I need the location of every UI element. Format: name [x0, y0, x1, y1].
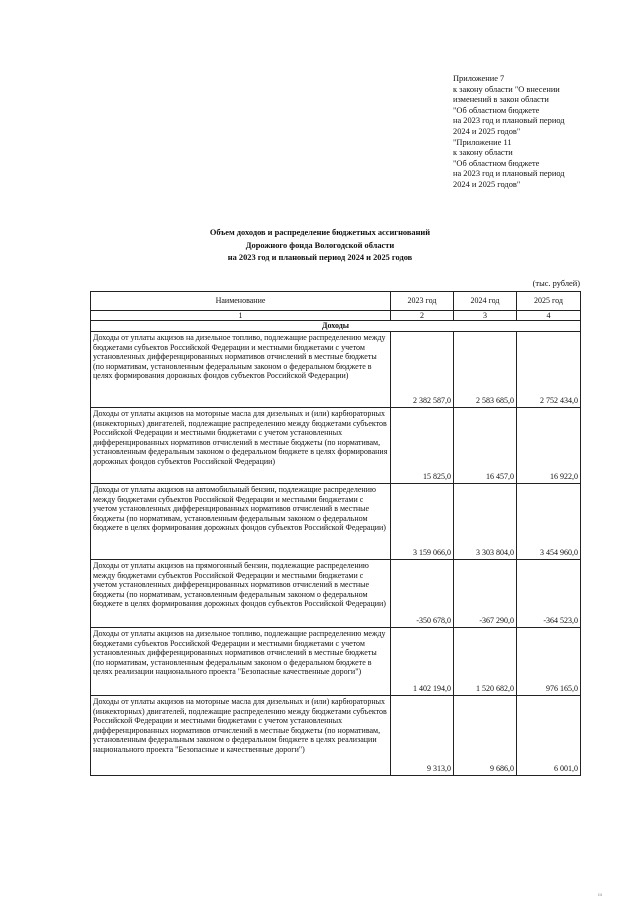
annex-line: 2024 и 2025 годов" — [453, 179, 521, 189]
annex-line: к закону области — [453, 148, 513, 158]
value-2025: 16 922,0 — [517, 408, 581, 484]
header-row — [91, 292, 581, 311]
value-2024: -367 290,0 — [454, 560, 517, 628]
value-2023: 3 159 066,0 — [391, 484, 454, 560]
table-row — [91, 484, 581, 560]
annex-line: к закону области "О внесении — [453, 84, 560, 94]
header-name: Наименование — [91, 292, 391, 311]
annex-line: Приложение 7 — [453, 74, 505, 83]
value-2024: 1 520 682,0 — [454, 628, 517, 696]
value-2023: 1 402 194,0 — [391, 628, 454, 696]
value-2023: 9 313,0 — [391, 696, 454, 776]
value-2024: 16 457,0 — [454, 408, 517, 484]
table-row — [91, 696, 581, 776]
header-2023: 2023 год — [391, 292, 454, 311]
row-name: Доходы от уплаты акцизов на моторные масла для дизельных и (или) карбюраторных (инжекторных) двигателей, подлежащие распределению между бюджетами субъектов Российской Федерации и местными бюджетами с учетом установленных дифференцированных нормативов отчислений в местные бюджеты (по нормативам, установленным федеральным законом о федеральном бюджете в целях формирования дорожных фондов субъектов Российской Федерации) — [91, 408, 391, 484]
row-name: Доходы от уплаты акцизов на автомобильный бензин, подлежащие распределению между бюджетами субъектов Российской Федерации и местными бюджетами с учетом установленных дифференцированных нормативов отчислений в местные бюджеты (по нормативам, установленным федеральным законом о федеральном бюджете в целях формирования дорожных фондов субъектов Российской Федерации) — [91, 484, 391, 560]
page-mark: ııı — [598, 893, 603, 898]
row-name: Доходы от уплаты акцизов на дизельное топливо, подлежащие распределению между бюджетами субъектов Российской Федерации и местными бюджетами с учетом установленных дифференцированных нормативов отчислений в местные бюджеты (по нормативам, установленным федеральным законом о федеральном бюджете в целях реализации национального проекта "Безопасные качественные дороги") — [91, 628, 391, 696]
annex-line: изменений в закон области — [453, 95, 549, 105]
index-cell: 2 — [391, 311, 454, 321]
annex-line: на 2023 год и плановый период — [453, 116, 565, 126]
value-2025: 6 001,0 — [517, 696, 581, 776]
annex-line: на 2023 год и плановый период — [453, 169, 565, 179]
title-line-1: Объем доходов и распределение бюджетных ассигнований — [209, 228, 431, 237]
value-2025: 3 454 960,0 — [517, 484, 581, 560]
annex-reference — [453, 74, 633, 191]
document-title — [150, 227, 490, 265]
value-2025: -364 523,0 — [517, 560, 581, 628]
annex-line: "Об областном бюджете — [453, 158, 540, 168]
header-2024: 2024 год — [454, 292, 517, 311]
unit-label: (тыс. рублей) — [532, 279, 580, 288]
annex-line: "Об областном бюджете — [453, 105, 540, 115]
value-2024: 3 303 804,0 — [454, 484, 517, 560]
title-line-2: Дорожного фонда Вологодской области — [245, 240, 395, 250]
index-row — [91, 311, 581, 321]
value-2025: 976 165,0 — [517, 628, 581, 696]
value-2024: 2 583 685,0 — [454, 332, 517, 408]
header-2025: 2025 год — [517, 292, 581, 311]
index-cell: 1 — [91, 311, 391, 321]
row-name: Доходы от уплаты акцизов на прямогонный бензин, подлежащие распределению между бюджетами субъектов Российской Федерации и местными бюджетами с учетом установленных дифференцированных нормативов отчислений в местные бюджеты (по нормативам, установленным федеральным законом о федеральном бюджете в целях формирования дорожных фондов субъектов Российской Федерации) — [91, 560, 391, 628]
value-2024: 9 686,0 — [454, 696, 517, 776]
row-name: Доходы от уплаты акцизов на дизельное топливо, подлежащие распределению между бюджетами субъектов Российской Федерации и местными бюджетами с учетом установленных дифференцированных нормативов отчислений в местные бюджеты (по нормативам, установленным федеральным законом о федеральном бюджете в целях формирования дорожных фондов субъектов Российской Федерации) — [91, 332, 391, 408]
section-row — [91, 321, 581, 332]
index-cell: 4 — [517, 311, 581, 321]
table-row — [91, 332, 581, 408]
budget-table — [90, 291, 581, 776]
table-row — [91, 560, 581, 628]
index-cell: 3 — [454, 311, 517, 321]
row-name: Доходы от уплаты акцизов на моторные масла для дизельных и (или) карбюраторных (инжекторных) двигателей, подлежащие распределению между бюджетами субъектов Российской Федерации и местными бюджетами с учетом установленных дифференцированных нормативов отчислений в местные бюджеты (по нормативам, установленным федеральным законом о федеральном бюджете в целях реализации национального проекта "Безопасные и качественные дороги") — [91, 696, 391, 776]
table-row — [91, 408, 581, 484]
title-line-3: на 2023 год и плановый период 2024 и 2025 годов — [227, 253, 413, 262]
value-2023: -350 678,0 — [391, 560, 454, 628]
value-2025: 2 752 434,0 — [517, 332, 581, 408]
table-row — [91, 628, 581, 696]
annex-line: "Приложение 11 — [453, 137, 512, 147]
value-2023: 2 382 587,0 — [391, 332, 454, 408]
annex-line: 2024 и 2025 годов" — [453, 126, 521, 136]
value-2023: 15 825,0 — [391, 408, 454, 484]
section-title: Доходы — [91, 321, 581, 332]
